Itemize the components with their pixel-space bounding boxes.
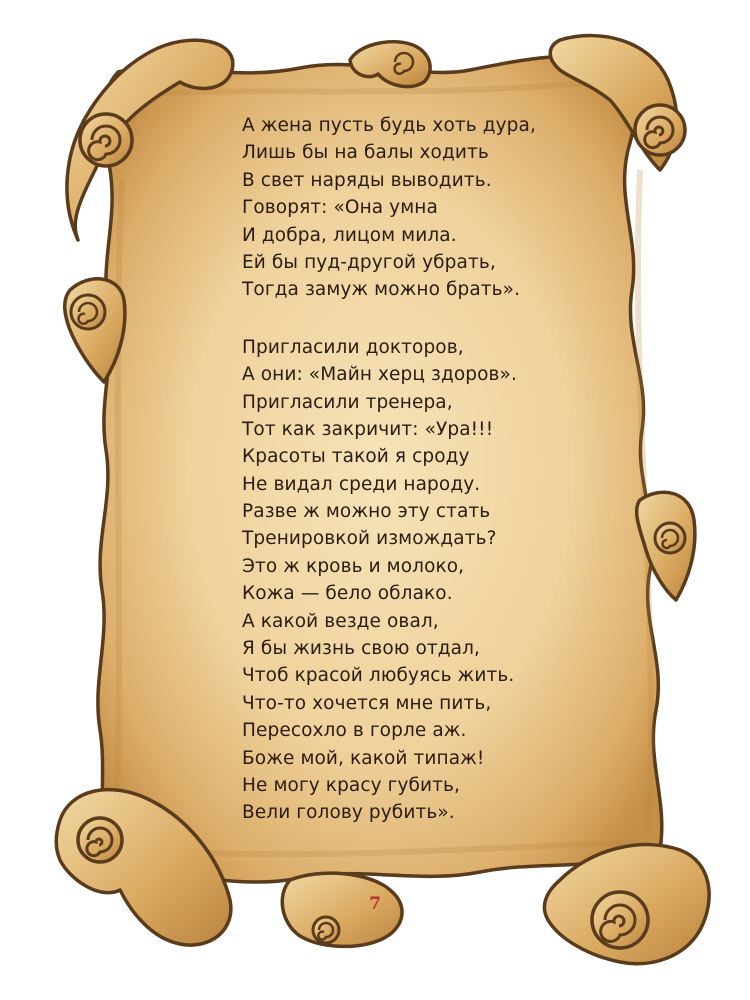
poem-line: Это ж кровь и молоко,	[242, 555, 465, 577]
stanza-1	[242, 112, 682, 304]
poem-line: Тогда замуж можно брать».	[242, 279, 521, 301]
poem-text	[242, 112, 682, 827]
poem-line: Пригласили тренера,	[242, 391, 453, 413]
poem-line: Чтоб красой любуясь жить.	[242, 665, 515, 687]
poem-line: Красоты такой я сроду	[242, 446, 470, 468]
poem-line: Лишь бы на балы ходить	[242, 142, 489, 164]
poem-line: Разве ж можно эту стать	[242, 501, 491, 523]
stanza-2	[242, 334, 682, 827]
poem-line: Я бы жизнь свою отдал,	[242, 638, 481, 660]
poem-line: А жена пусть будь хоть дура,	[242, 115, 536, 136]
poem-line: Не могу красу губить,	[242, 774, 461, 796]
poem-line: Боже мой, какой типаж!	[242, 747, 485, 769]
poem-line: Тот как закричит: «Ура!!!	[242, 418, 494, 440]
poem-line: Вели голову рубить».	[242, 802, 455, 824]
poem-line: Пригласили докторов,	[242, 336, 464, 358]
poem-line: Кожа — бело облако.	[242, 583, 453, 605]
page-number: 7	[369, 894, 381, 914]
poem-line: В свет наряды выводить.	[242, 169, 492, 191]
poem-line: А они: «Майн херц здоров».	[242, 364, 517, 386]
poem-line: Не видал среди народу.	[242, 473, 481, 495]
poem-line: А какой везде овал,	[242, 610, 439, 632]
poem-line: Говорят: «Она умна	[242, 197, 438, 219]
poem-line: И добра, лицом мила.	[242, 224, 457, 246]
poem-line: Что-то хочется мне пить,	[242, 692, 492, 714]
poem-line: Пересохло в горле аж.	[242, 720, 467, 742]
poem-line: Тренировкой измождать?	[242, 528, 497, 550]
poem-line: Ей бы пуд-другой убрать,	[242, 251, 496, 273]
